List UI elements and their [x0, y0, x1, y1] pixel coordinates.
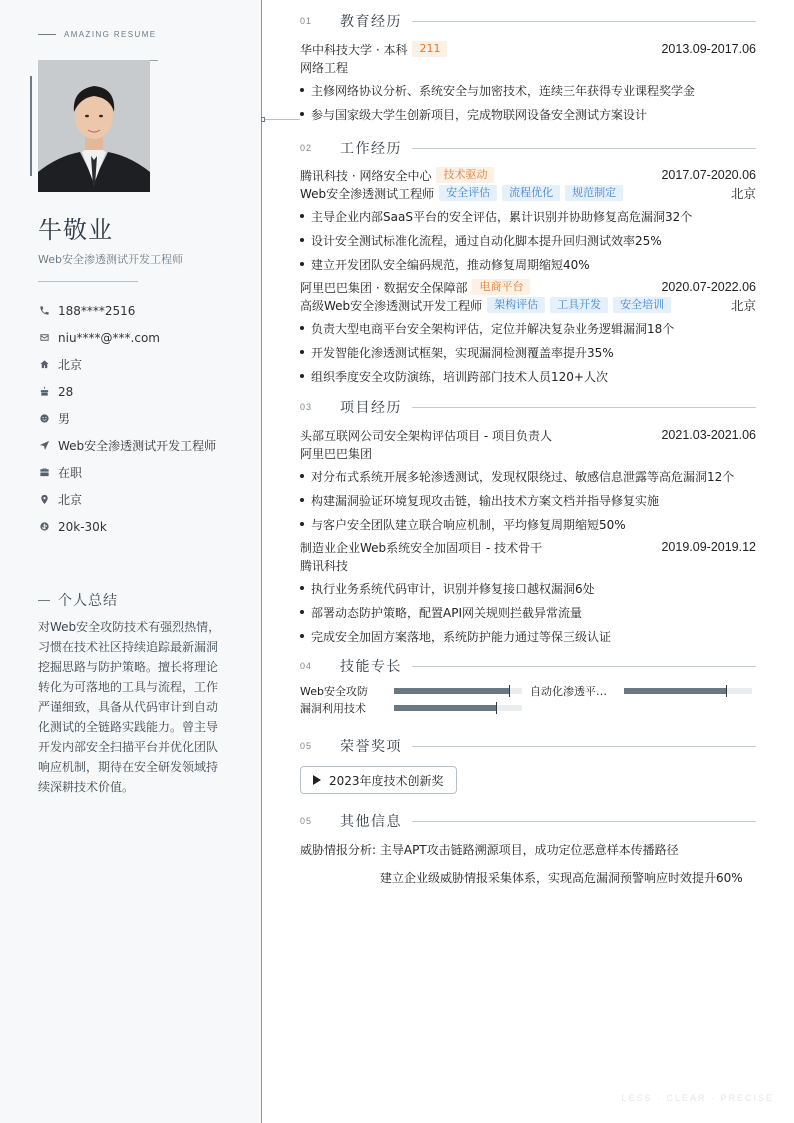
location-icon: [38, 494, 50, 506]
skill-bar-marker: [726, 685, 727, 697]
summary-title: 个人总结: [58, 593, 118, 609]
info-salary: [38, 513, 216, 540]
other-info-line: 威胁情报分析: 主导APT攻击链路溯源项目，成功定位恶意样本传播路径: [300, 843, 679, 857]
project-bullets: [300, 576, 756, 648]
job-city: 北京: [730, 299, 756, 313]
skill-label: 自动化渗透平…: [530, 685, 607, 698]
candidate-name: 牛敬业: [38, 216, 113, 244]
info-target-job: [38, 432, 216, 459]
section-skills: [300, 656, 756, 718]
job-entry: [300, 278, 756, 388]
section-heading: [300, 656, 756, 676]
salary-text: 20k-30k: [58, 519, 107, 534]
list-item: 建立开发团队安全编码规范，推动修复周期缩短40%: [300, 252, 756, 276]
award-button[interactable]: [300, 766, 457, 794]
connector-line: [262, 119, 300, 120]
section-number: 03: [300, 402, 313, 412]
education-bullets: [300, 78, 756, 126]
email-text: niu****@***.com: [58, 330, 160, 345]
section-rule: [412, 21, 756, 22]
salary-icon: [38, 521, 50, 533]
job-header: [300, 278, 756, 296]
info-email: [38, 324, 216, 351]
list-item: 执行业务系统代码审计，识别并修复接口越权漏洞6处: [300, 576, 756, 600]
skill-bar-fill: [624, 688, 726, 694]
project-entry: [300, 538, 756, 648]
section-rule: [412, 148, 756, 149]
skill-bar: [394, 705, 522, 711]
avatar: [38, 60, 150, 192]
skill-label: 漏洞利用技术: [300, 702, 366, 715]
list-item: 部署动态防护策略，配置API网关规则拦截异常流量: [300, 600, 756, 624]
summary-text: 对Web安全攻防技术有强烈热情，习惯在技术社区持续追踪最新漏洞挖掘思路与防护策略。擅长将理论转化为可落地的工具与流程，工作严谨细致，具备从代码审计到自动化测试的全链路实践能力。曾主导开发内部安全扫描平台并优化团队响应机制，期待在安全研发领域持续深耕技术价值。: [38, 620, 221, 794]
email-icon: [38, 332, 50, 344]
section-rule: [412, 746, 756, 747]
project-name: 制造业企业Web系统安全加固项目 - 技术骨干: [300, 540, 543, 555]
send-icon: [38, 440, 50, 452]
list-item: 与客户安全团队建立联合响应机制，平均修复周期缩短50%: [300, 512, 756, 536]
job-date: 2020.07-2022.06: [661, 280, 756, 294]
skill-label: Web安全攻防: [300, 685, 368, 698]
skill-bar-marker: [496, 702, 497, 714]
company-tag: 电商平台: [472, 279, 530, 295]
job-position: Web安全渗透测试工程师: [300, 186, 435, 201]
location-text: 北京: [58, 493, 83, 507]
skill-bar: [624, 688, 752, 694]
project-org: 阿里巴巴集团: [300, 446, 373, 461]
list-item: 负责大型电商平台安全架构评估，定位并解决复杂业务逻辑漏洞18个: [300, 316, 756, 340]
section-rule: [412, 821, 756, 822]
section-number: 01: [300, 16, 313, 26]
list-item: 主修网络协议分析、系统安全与加密技术，连续三年获得专业课程奖学金: [300, 78, 756, 102]
skill-tag: 规范制定: [565, 185, 623, 201]
sidebar: [0, 0, 262, 1123]
skill-tag: 流程优化: [502, 185, 560, 201]
skill-tag: 安全评估: [439, 185, 497, 201]
summary-divider: [38, 600, 50, 601]
section-title: 项目经历: [340, 400, 402, 416]
company-name: 阿里巴巴集团 · 数据安全保障部: [300, 280, 468, 295]
job-position-row: [300, 296, 756, 314]
photo-accent-bar: [30, 76, 32, 176]
section-heading: [300, 811, 756, 831]
skill-bar-fill: [394, 688, 509, 694]
connector-tick: [261, 117, 265, 122]
company-tag: 技术驱动: [436, 167, 494, 183]
age-text: 28: [58, 384, 74, 399]
school-tag: 211: [412, 41, 447, 57]
project-org: 腾讯科技: [300, 558, 349, 573]
info-status: [38, 459, 216, 486]
gender-icon: [38, 413, 50, 425]
section-heading: [300, 397, 756, 417]
project-entry: [300, 426, 756, 536]
section-rule: [412, 666, 756, 667]
skill-bar-marker: [509, 685, 510, 697]
watermark: LESS · CLEAR · PRECISE: [621, 1093, 774, 1103]
sidebar-divider: [38, 281, 138, 282]
contact-info-list: [38, 297, 216, 540]
section-heading: [300, 11, 756, 31]
skill-tag: 安全培训: [613, 297, 671, 313]
education-date: 2013.09-2017.06: [661, 42, 756, 56]
phone-text: 188****2516: [58, 303, 136, 318]
brand-text: AMAZING RESUME: [64, 30, 157, 39]
list-item: 完成安全加固方案落地，系统防护能力通过等保三级认证: [300, 624, 756, 648]
section-title: 技能专长: [340, 659, 402, 675]
info-age: [38, 378, 216, 405]
project-date: 2019.09-2019.12: [661, 540, 756, 554]
list-item: 构建漏洞验证环境复现攻击链，输出技术方案文档并指导修复实施: [300, 488, 756, 512]
skills-list: [300, 682, 756, 718]
target-job-text: Web安全渗透测试开发工程师: [58, 439, 217, 453]
phone-icon: [38, 305, 50, 317]
info-phone: [38, 297, 216, 324]
job-city: 北京: [730, 187, 756, 201]
brand-divider: [38, 34, 56, 35]
section-number: 04: [300, 661, 313, 671]
company-name: 腾讯科技 · 网络安全中心: [300, 168, 432, 183]
section-number: 05: [300, 816, 313, 826]
skill-item: [300, 683, 522, 699]
play-icon: [313, 775, 321, 785]
job-position-row: [300, 184, 756, 202]
project-header: [300, 426, 756, 444]
job-position: 高级Web安全渗透测试开发工程师: [300, 298, 483, 313]
info-location: [38, 486, 216, 513]
section-heading: [300, 736, 756, 756]
section-projects: [300, 397, 756, 648]
job-bullets: [300, 204, 756, 276]
education-entry: [300, 40, 756, 58]
skill-item: [530, 683, 752, 699]
award-label: 2023年度技术创新奖: [329, 773, 444, 788]
other-info-line: 建立企业级威胁情报采集体系，实现高危漏洞预警响应时效提升60%: [380, 871, 743, 885]
skill-tag: 架构评估: [487, 297, 545, 313]
list-item: 组织季度安全攻防演练，培训跨部门技术人员120+人次: [300, 364, 756, 388]
home-icon: [38, 359, 50, 371]
status-text: 在职: [58, 466, 83, 480]
list-item: 参与国家级大学生创新项目，完成物联网设备安全测试方案设计: [300, 102, 756, 126]
section-number: 02: [300, 143, 313, 153]
major: 网络工程: [300, 60, 349, 75]
job-entry: [300, 166, 756, 276]
skill-bar: [394, 688, 522, 694]
list-item: 主导企业内部SaaS平台的安全评估，累计识别并协助修复高危漏洞32个: [300, 204, 756, 228]
cake-icon: [38, 386, 50, 398]
info-gender: [38, 405, 216, 432]
section-title: 荣誉奖项: [340, 739, 402, 755]
section-honors: [300, 736, 756, 794]
section-number: 05: [300, 741, 313, 751]
section-heading: [300, 138, 756, 158]
section-title: 教育经历: [340, 14, 402, 30]
section-title: 其他信息: [340, 814, 402, 830]
project-date: 2021.03-2021.06: [661, 428, 756, 442]
list-item: 开发智能化渗透测试框架，实现漏洞检测覆盖率提升35%: [300, 340, 756, 364]
info-home: [38, 351, 216, 378]
section-other: [300, 811, 756, 887]
skill-item: [300, 700, 522, 716]
skill-bar-fill: [394, 705, 496, 711]
job-header: [300, 166, 756, 184]
home-text: 北京: [58, 358, 83, 372]
section-rule: [412, 407, 756, 408]
project-name: 头部互联网公司安全架构评估项目 - 项目负责人: [300, 428, 552, 443]
skill-tag: 工具开发: [550, 297, 608, 313]
school-name: 华中科技大学 · 本科: [300, 42, 408, 57]
section-title: 工作经历: [340, 141, 402, 157]
summary-heading: [38, 590, 118, 610]
project-header: [300, 538, 756, 556]
gender-text: 男: [58, 412, 71, 426]
job-bullets: [300, 316, 756, 388]
section-work: [300, 138, 756, 388]
list-item: 设计安全测试标准化流程，通过自动化脚本提升回归测试效率25%: [300, 228, 756, 252]
job-date: 2017.07-2020.06: [661, 168, 756, 182]
candidate-title: Web安全渗透测试开发工程师: [38, 253, 183, 266]
project-bullets: [300, 464, 756, 536]
avatar-portrait: [38, 60, 150, 192]
briefcase-icon: [38, 467, 50, 479]
section-education: [300, 11, 756, 126]
list-item: 对分布式系统开展多轮渗透测试，发现权限绕过、敏感信息泄露等高危漏洞12个: [300, 464, 756, 488]
brand-header: [38, 30, 157, 39]
